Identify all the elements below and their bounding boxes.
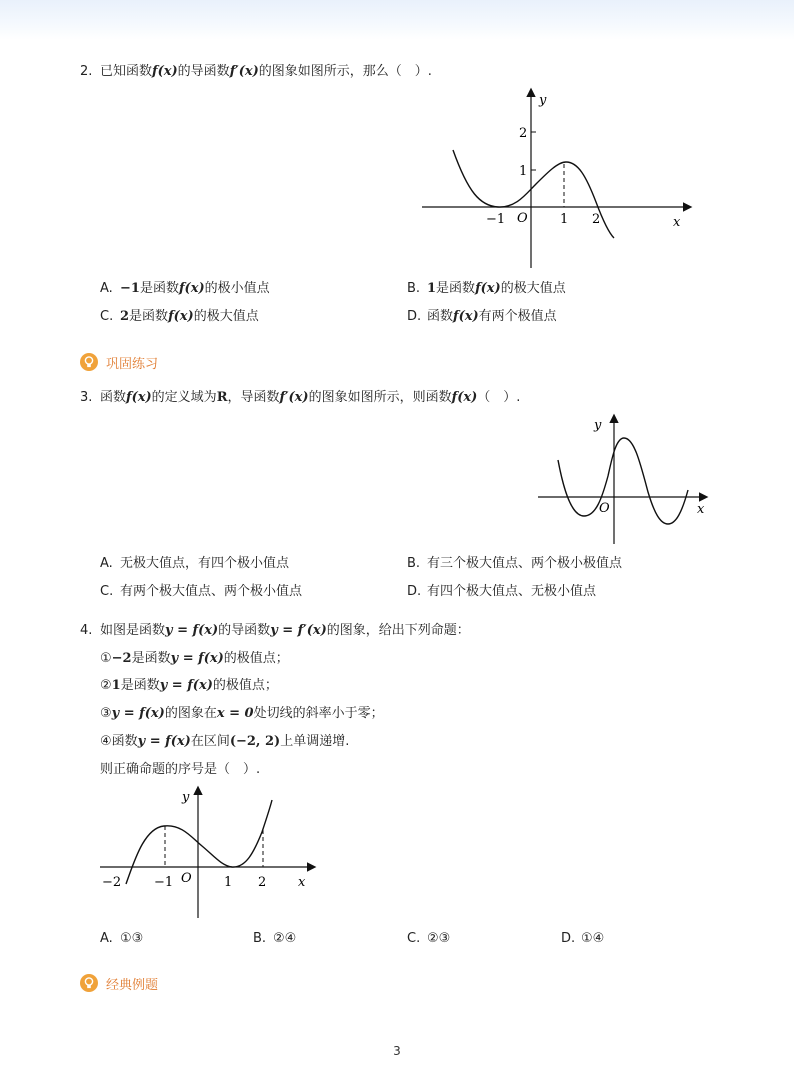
q4-y-label: y — [182, 790, 190, 805]
q2-option-a[interactable]: A. −1是函数f(x)的极小值点 — [100, 281, 270, 296]
q2-x-tick-neg1: −1 — [486, 212, 506, 227]
q2-y-tick-1: 1 — [519, 164, 528, 179]
q2-graph — [418, 84, 698, 270]
q2-stem: 2. 已知函数f(x)的导函数f′(x)的图象如图所示，那么（ ）. — [80, 64, 432, 79]
q4-x-tick-neg2: −2 — [102, 875, 122, 890]
q4-x-tick-1: 1 — [224, 875, 233, 890]
q3-stem: 3. 函数f(x)的定义域为R，导函数f′(x)的图象如图所示，则函数f(x)（ ）. — [80, 390, 521, 405]
lightbulb-icon — [80, 353, 98, 371]
q3-option-a[interactable]: A. 无极大值点，有四个极小值点 — [100, 556, 290, 571]
section-practice-title: 巩固练习 — [106, 356, 159, 372]
q4-option-a[interactable]: A. ①③ — [100, 931, 144, 946]
q2-option-c[interactable]: C. 2是函数f(x)的极大值点 — [100, 309, 259, 324]
lightbulb-icon — [80, 974, 98, 992]
q2-number: 2. — [80, 64, 93, 79]
q4-number: 4. — [80, 623, 93, 638]
q3-graph — [536, 412, 716, 546]
q2-y-label: y — [539, 93, 547, 108]
q4-ask: 则正确命题的序号是（ ）. — [100, 762, 261, 777]
q4-proposition-1: ①−2是函数y = f(x)的极值点； — [100, 651, 289, 666]
q4-graph — [96, 784, 322, 920]
q3-origin-label: O — [599, 501, 610, 516]
q4-x-label: x — [298, 875, 306, 890]
q3-x-label: x — [697, 502, 705, 517]
q2-option-d[interactable]: D. 函数f(x)有两个极值点 — [407, 309, 557, 324]
section-examples-heading — [80, 973, 158, 993]
section-practice-heading — [80, 352, 158, 372]
q4-curve — [126, 800, 272, 884]
q4-x-tick-neg1: −1 — [154, 875, 174, 890]
q2-option-b[interactable]: B. 1是函数f(x)的极大值点 — [407, 281, 566, 296]
q4-stem: 4. 如图是函数y = f(x)的导函数y = f′(x)的图象，给出下列命题： — [80, 623, 470, 638]
page-number: 3 — [393, 1044, 401, 1058]
q4-proposition-3: ③y = f(x)的图象在x = 0处切线的斜率小于零； — [100, 706, 384, 721]
q3-y-label: y — [594, 418, 602, 433]
q2-y-tick-2: 2 — [519, 126, 528, 141]
header-band — [0, 0, 794, 40]
q2-curve — [453, 150, 614, 238]
q3-curve — [558, 438, 688, 524]
q4-proposition-2: ②1是函数y = f(x)的极值点； — [100, 678, 278, 693]
q3-option-b[interactable]: B. 有三个极大值点、两个极小极值点 — [407, 556, 623, 571]
q4-option-d[interactable]: D. ①④ — [561, 931, 605, 946]
q4-origin-label: O — [181, 871, 192, 886]
q3-option-c[interactable]: C. 有两个极大值点、两个极小值点 — [100, 584, 303, 599]
q4-x-tick-2: 2 — [258, 875, 267, 890]
q4-option-c[interactable]: C. ②③ — [407, 931, 451, 946]
q3-option-d[interactable]: D. 有四个极大值点、无极小值点 — [407, 584, 597, 599]
q2-x-tick-2: 2 — [592, 212, 601, 227]
q2-x-label: x — [673, 215, 681, 230]
q4-proposition-4: ④函数y = f(x)在区间(−2, 2)上单调递增. — [100, 734, 350, 749]
q2-origin-label: O — [517, 211, 528, 226]
q4-option-b[interactable]: B. ②④ — [253, 931, 297, 946]
section-examples-title: 经典例题 — [106, 977, 159, 993]
q2-x-tick-1: 1 — [560, 212, 569, 227]
q3-number: 3. — [80, 390, 93, 405]
